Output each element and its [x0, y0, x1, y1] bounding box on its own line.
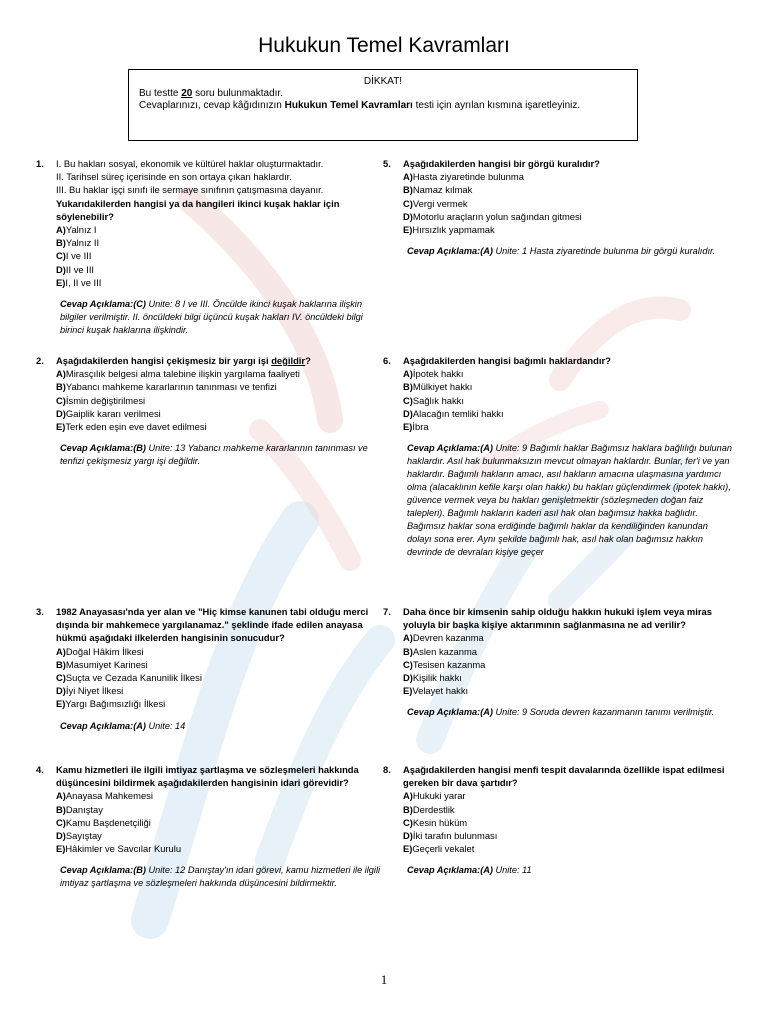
option-d: D)İki tarafın bulunması — [403, 830, 498, 842]
answer-explanation: Cevap Açıklama:(B) Unite: 13 Yabancı mahkeme kararlarının tanınması ve tenfizi çekişmesiz yargı işi değildir. — [60, 443, 368, 467]
premise: III. Bu haklar işçi sınıfı ile sermaye sınıfının çatışmasına dayanır. — [56, 184, 324, 196]
option-a: A)Mirasçılık belgesi alma talebine ilişkin yargılama faaliyeti — [56, 368, 300, 380]
option-a: A)Yalnız I — [56, 224, 97, 236]
option-e: E)Geçerli vekalet — [403, 843, 475, 855]
option-c: C)Suçta ve Cezada Kanunilik İlkesi — [56, 672, 202, 684]
question-2 — [36, 354, 386, 468]
question-number: 8. — [383, 764, 391, 775]
option-d: D)İyi Niyet İlkesi — [56, 685, 124, 697]
option-e: E)Yargı Bağımsızlığı İlkesi — [56, 698, 166, 710]
answer-explanation: Cevap Açıklama:(C) Unite: 8 I ve III. Öncülde ikinci kuşak haklarına ilişkin bilgiler verilmiştir. II. öncüldeki bilgi üçüncü kuşak hakları IV. öncüldeki bilgi birinci kuşak haklarına ilişkindir. — [60, 299, 363, 336]
option-c: C)Kesin hüküm — [403, 816, 468, 828]
option-c: C)Sağlık hakkı — [403, 394, 464, 406]
option-d: D)Sayıştay — [56, 830, 102, 842]
option-a: A)Hasta ziyaretinde bulunma — [403, 171, 524, 183]
notice-heading: DİKKAT! — [363, 76, 403, 87]
answer-explanation: Cevap Açıklama:(A) Unite: 1 Hasta ziyaretinde bulunma bir görgü kuralıdır. — [407, 246, 716, 257]
option-a: A)Hukuki yarar — [403, 790, 466, 802]
option-c: C)Kamu Başdenetçiliği — [56, 816, 151, 828]
option-e: E)Hırsızlık yapmamak — [403, 224, 495, 236]
question-number: 3. — [36, 606, 44, 617]
option-b: B)Yalnız II — [56, 237, 100, 249]
question-stem: Aşağıdakilerden hangisi çekişmesiz bir yargı işi değildir? — [56, 355, 311, 366]
question-number: 7. — [383, 606, 391, 617]
premise: I. Bu hakları sosyal, ekonomik ve kültürel haklar oluşturmaktadır. — [56, 158, 324, 169]
question-number: 2. — [36, 355, 44, 366]
answer-explanation: Cevap Açıklama:(B) Unite: 12 Danıştay'ın idari görevi, kamu hizmetleri ile ilgili imtiyaz şartlaşma ve sözleşmeleri hakkında düşüncesini bildirmektir. — [60, 865, 381, 889]
option-c: C)İsmin değiştirilmesi — [56, 394, 146, 406]
question-number: 1. — [36, 158, 44, 169]
notice-line-2: Cevaplarınızı, cevap kâğıdınızın Hukukun Temel Kavramları testi için ayrılan kısmına işaretleyiniz. — [139, 100, 581, 111]
question-stem: Yukarıdakilerden hangisi ya da hangileri ikinci kuşak haklar için söylenebilir? — [56, 197, 340, 222]
question-stem: Aşağıdakilerden hangisi bağımlı haklardandır? — [403, 355, 611, 366]
question-8 — [383, 763, 733, 877]
option-c: C)Vergi vermek — [403, 197, 468, 209]
option-e: E)Velayet hakkı — [403, 685, 469, 697]
option-d: D)Alacağın temliki hakkı — [403, 407, 504, 419]
question-count: 20 — [181, 88, 193, 99]
option-e: E)I, II ve III — [56, 276, 102, 288]
question-5 — [383, 157, 733, 258]
option-e: E)İbra — [403, 421, 429, 433]
question-number: 4. — [36, 764, 44, 775]
option-a: A)Anayasa Mahkemesi — [56, 790, 153, 802]
answer-explanation: Cevap Açıklama:(A) Unite: 9 Soruda devren kazanmanın tanımı verilmiştir. — [407, 707, 715, 718]
question-stem: 1982 Anayasası'nda yer alan ve "Hiç kimse kanunen tabi olduğu merci dışında bir mahkemece yargılanamaz." şeklinde ifade edilen anayasa hükmü aşağıdaki ilkelerden hangisinin sonucudur? — [56, 606, 369, 644]
option-c: C)I ve III — [56, 250, 92, 262]
option-c: C)Tesisen kazanma — [403, 658, 486, 670]
option-b: B)Derdestlik — [403, 803, 455, 815]
answer-explanation: Cevap Açıklama:(A) Unite: 14 — [60, 720, 186, 731]
option-b: B)Mülkiyet hakkı — [403, 381, 473, 393]
page-title: Hukukun Temel Kavramları — [258, 34, 510, 57]
option-a: A)İpotek hakkı — [403, 368, 464, 380]
question-6 — [383, 354, 733, 559]
option-a: A)Devren kazanma — [403, 632, 484, 644]
option-d: D)Kişilik hakkı — [403, 672, 462, 684]
question-stem: Aşağıdakilerden hangisi menfi tespit davalarında özellikle ispat edilmesi gereken bir dava şartıdır? — [403, 764, 725, 789]
option-e: E)Terk eden eşin eve davet edilmesi — [56, 421, 207, 433]
question-number: 6. — [383, 355, 391, 366]
page-number: 1 — [380, 972, 388, 987]
question-1 — [36, 157, 386, 337]
option-b: B)Danıştay — [56, 803, 103, 815]
option-b: B)Masumiyet Karinesi — [56, 658, 148, 670]
question-7 — [383, 605, 733, 719]
notice-box — [128, 69, 638, 141]
question-stem: Daha önce bir kimsenin sahip olduğu hakkın hukuki işlem veya miras yoluyla bir başka kişiye aktarımının sağlanmasına ne ad verilir? — [403, 606, 712, 631]
answer-explanation: Cevap Açıklama:(A) Unite: 9 Bağımlı haklar Bağımsız haklara bağlılığı bulunan haklardır. Asıl hak bulunmaksızın mevcut olmayan haklardır. Bunlar, fer'i ve yan haklardır. Bağımlı hakların amacı, asıl hakların amacına ulaşmasına yardımcı olma (alacaklının kefile karşı olan hakkı) bu hakları güçlendirmek (ipotek hakkı), güvence vermek veya bu hakları genişletmektir (sözleşmeden doğan faiz talepleri). Bağımlı hakların kaderi asıl hak olan bağımsız hakka bağlıdır. Bağımsız haklar sona erdiğinde bağımlı haklar da kendiliğinden kanundan dolayı sona erer. Aynı şekilde bağımlı hak, asıl hak olan bağımsız hakkın devrinde de devralan kişiye geçer — [407, 443, 732, 558]
notice-line-1: Bu testte 20 soru bulunmaktadır. — [139, 88, 283, 99]
option-a: A)Doğal Hâkim İlkesi — [56, 645, 144, 657]
question-3 — [36, 605, 386, 733]
option-d: D)Motorlu araçların yolun sağından gitmesi — [403, 210, 582, 222]
option-e: E)Hâkimler ve Savcılar Kurulu — [56, 843, 182, 855]
question-stem: Aşağıdakilerden hangisi bir görgü kuralıdır? — [403, 158, 600, 169]
option-b: B)Yabancı mahkeme kararlarının tanınması ve tenfizi — [56, 381, 277, 393]
premise: II. Tarihsel süreç içerisinde en son ortaya çıkan haklardır. — [56, 171, 292, 183]
question-stem: Kamu hizmetleri ile ilgili imtiyaz şartlaşma ve sözleşmeleri hakkında düşüncesini bildirmek aşağıdakilerden hangisinin idari görevidir? — [56, 764, 359, 789]
option-b: B)Namaz kılmak — [403, 184, 473, 196]
answer-explanation: Cevap Açıklama:(A) Unite: 11 — [407, 865, 532, 876]
option-b: B)Aslen kazanma — [403, 645, 478, 657]
question-number: 5. — [383, 158, 391, 169]
question-4 — [36, 763, 386, 890]
option-d: D)Gaiplik kararı verilmesi — [56, 407, 161, 419]
option-d: D)II ve III — [56, 263, 95, 275]
